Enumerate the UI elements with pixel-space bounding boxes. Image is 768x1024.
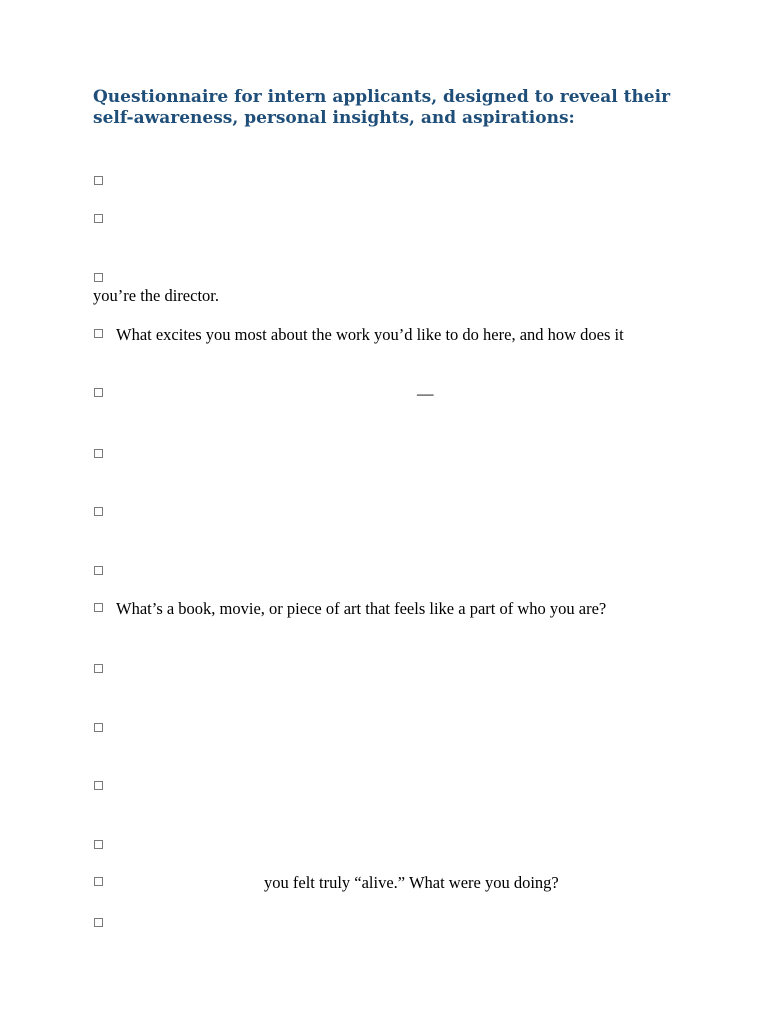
checkbox-outline-icon <box>94 723 103 732</box>
checkbox-outline-icon <box>94 329 103 338</box>
list-item-text: What excites you most about the work you’d like to do here, and how does it <box>116 325 624 344</box>
list-item <box>94 719 714 739</box>
list-item <box>94 777 714 797</box>
checkbox-outline-icon <box>94 603 103 612</box>
checkbox-outline-icon <box>94 273 103 282</box>
list-item <box>94 562 714 582</box>
heading-line-2: self-awareness, personal insights, and aspirations: <box>93 108 575 128</box>
checkbox-outline-icon <box>94 176 103 185</box>
checkbox-outline-icon <box>94 877 103 886</box>
heading-line-1: Questionnaire for intern applicants, designed to reveal their <box>93 87 671 107</box>
list-item <box>94 172 714 192</box>
checkbox-outline-icon <box>94 449 103 458</box>
list-item <box>94 873 714 893</box>
list-item <box>94 599 714 619</box>
checkbox-outline-icon <box>94 507 103 516</box>
checkbox-outline-icon <box>94 388 103 397</box>
list-item <box>94 445 714 465</box>
checkbox-outline-icon <box>94 781 103 790</box>
list-item <box>94 914 714 934</box>
director-line: you’re the director. <box>93 286 219 305</box>
checkbox-outline-icon <box>94 664 103 673</box>
questionnaire-heading <box>93 87 693 129</box>
checkbox-outline-icon <box>94 566 103 575</box>
list-item <box>94 836 714 856</box>
list-item <box>94 503 714 523</box>
list-item-text: What’s a book, movie, or piece of art that feels like a part of who you are? <box>116 599 607 618</box>
list-item-text: — <box>417 384 434 403</box>
list-item <box>94 660 714 680</box>
list-item-text: you felt truly “alive.” What were you doing? <box>264 873 559 892</box>
checkbox-outline-icon <box>94 214 103 223</box>
checkbox-outline-icon <box>94 918 103 927</box>
list-item <box>94 384 714 404</box>
checkbox-outline-icon <box>94 840 103 849</box>
list-item <box>94 210 714 230</box>
list-item <box>94 325 714 345</box>
